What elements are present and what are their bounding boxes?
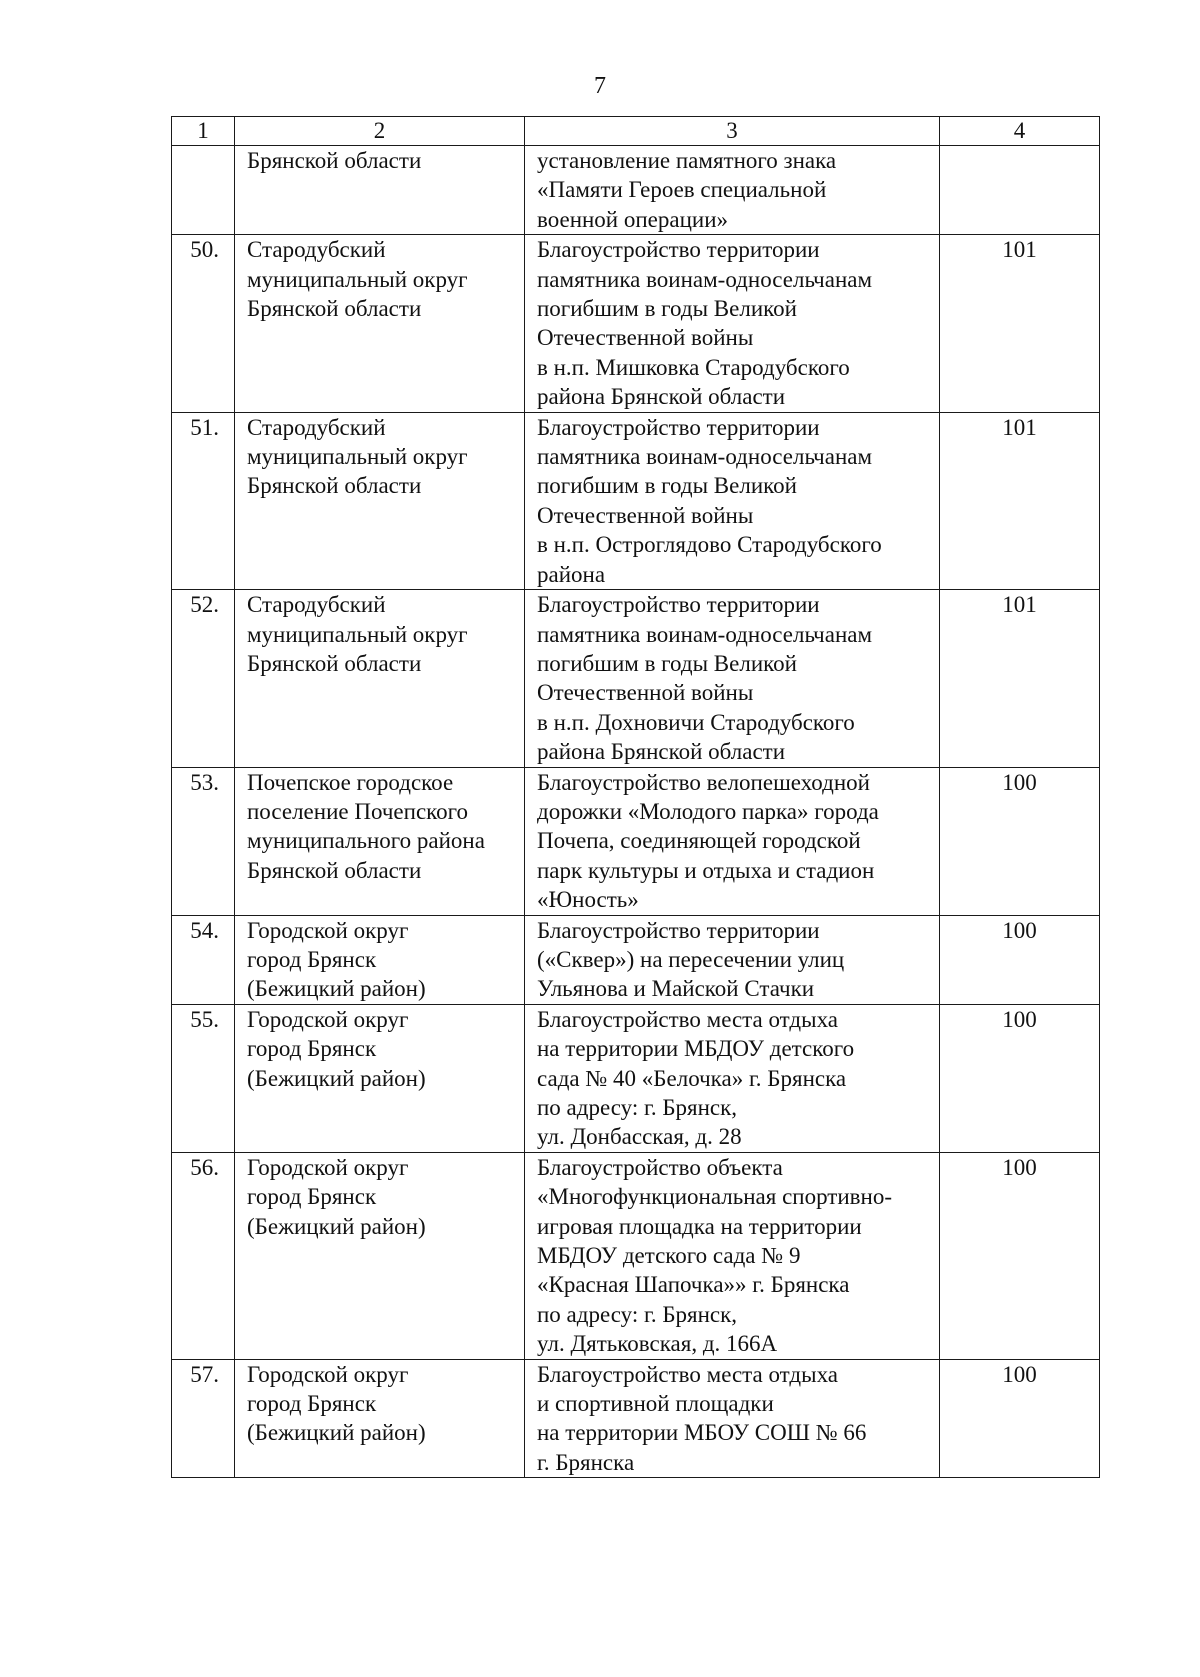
column-header: 1 — [172, 117, 235, 146]
municipality-line: Городской округ — [247, 917, 409, 943]
description-line: по адресу: г. Брянск, — [537, 1095, 738, 1120]
description-line: военной операции» — [537, 206, 729, 232]
column-header: 4 — [940, 117, 1100, 146]
description-line: дорожки «Молодого парка» города — [537, 798, 879, 824]
row-number — [172, 146, 235, 235]
municipality-cell — [235, 146, 525, 235]
description-cell — [525, 1004, 940, 1152]
description-line: на территории МБДОУ детского — [537, 1036, 855, 1062]
description-line: Отечественной войны — [537, 325, 754, 351]
page-number: 7 — [594, 73, 606, 99]
description-cell — [525, 1152, 940, 1359]
description-line: Благоустройство территории — [537, 592, 820, 618]
municipality-line: Городской округ — [247, 1006, 409, 1032]
row-number: 54. — [172, 915, 235, 1004]
description-cell — [525, 235, 940, 412]
municipality-line: (Бежицкий район) — [247, 1213, 426, 1239]
municipality-line: муниципальный округ — [247, 621, 468, 647]
description-line: погибшим в годы Великой — [537, 650, 797, 676]
table-row — [172, 235, 1100, 412]
description-line: памятника воинам-односельчанам — [537, 621, 873, 647]
description-cell — [525, 590, 940, 767]
table-row — [172, 767, 1100, 915]
description-line: сада № 40 «Белочка» г. Брянска — [537, 1065, 847, 1091]
municipality-line: город Брянск — [247, 1391, 377, 1417]
description-line: Благоустройство территории — [537, 917, 820, 943]
municipality-cell — [235, 590, 525, 767]
table-row — [172, 1152, 1100, 1359]
column-header: 3 — [525, 117, 940, 146]
municipality-line: муниципальный округ — [247, 266, 468, 292]
description-line: г. Брянска — [537, 1449, 635, 1475]
description-line: «Памяти Героев специальной — [537, 177, 827, 203]
municipality-line: муниципальный округ — [247, 444, 468, 470]
municipality-cell — [235, 1004, 525, 1152]
amount-cell: 101 — [940, 235, 1100, 412]
table-row — [172, 915, 1100, 1004]
description-line: Благоустройство велопешеходной — [537, 769, 870, 795]
row-number: 50. — [172, 235, 235, 412]
description-line: Почепа, соединяющей городской — [537, 828, 861, 854]
description-line: на территории МБОУ СОШ № 66 — [537, 1420, 867, 1446]
description-line: ул. Донбасская, д. 28 — [537, 1124, 742, 1150]
municipality-cell — [235, 915, 525, 1004]
municipality-line: поселение Почепского — [247, 798, 469, 824]
description-line: Благоустройство территории — [537, 237, 820, 263]
municipality-line: Брянской области — [247, 296, 422, 322]
municipality-line: (Бежицкий район) — [247, 1420, 426, 1446]
municipality-line: Городской округ — [247, 1361, 409, 1387]
description-line: МБДОУ детского сада № 9 — [537, 1243, 801, 1269]
municipality-cell — [235, 1359, 525, 1478]
description-line: и спортивной площадки — [537, 1391, 774, 1417]
description-line: в н.п. Дохновичи Стародубского — [537, 709, 855, 735]
municipality-line: Городской округ — [247, 1154, 409, 1180]
description-line: памятника воинам-односельчанам — [537, 444, 873, 470]
row-number: 56. — [172, 1152, 235, 1359]
description-line: памятника воинам-односельчанам — [537, 266, 873, 292]
column-header: 2 — [235, 117, 525, 146]
row-number: 53. — [172, 767, 235, 915]
projects-table — [171, 116, 1100, 1478]
row-number: 51. — [172, 412, 235, 589]
description-line: «Красная Шапочка»» г. Брянска — [537, 1272, 850, 1298]
table-header-row — [172, 117, 1100, 146]
row-number: 57. — [172, 1359, 235, 1478]
description-line: Благоустройство места отдыха — [537, 1006, 838, 1032]
description-line: погибшим в годы Великой — [537, 296, 797, 322]
amount-cell: 100 — [940, 915, 1100, 1004]
description-line: по адресу: г. Брянск, — [537, 1301, 738, 1327]
description-line: Благоустройство места отдыха — [537, 1361, 838, 1387]
description-line: «Юность» — [537, 887, 639, 913]
municipality-line: город Брянск — [247, 946, 377, 972]
municipality-line: Брянской области — [247, 473, 422, 499]
description-cell — [525, 915, 940, 1004]
description-line: в н.п. Остроглядово Стародубского — [537, 532, 882, 558]
description-line: района Брянской области — [537, 739, 786, 765]
description-line: Благоустройство объекта — [537, 1154, 783, 1180]
table-row — [172, 412, 1100, 589]
municipality-line: Стародубский — [247, 237, 386, 263]
description-line: Отечественной войны — [537, 680, 754, 706]
description-line: погибшим в годы Великой — [537, 473, 797, 499]
municipality-line: Брянской области — [247, 148, 422, 173]
amount-cell: 100 — [940, 1004, 1100, 1152]
municipality-line: Брянской области — [247, 857, 422, 883]
amount-cell: 100 — [940, 1359, 1100, 1478]
description-line: ул. Дятьковская, д. 166А — [537, 1331, 778, 1357]
municipality-line: город Брянск — [247, 1036, 377, 1062]
municipality-line: Почепское городское — [247, 769, 454, 795]
municipality-cell — [235, 235, 525, 412]
description-cell — [525, 146, 940, 235]
description-line: «Многофункциональная спортивно- — [537, 1184, 892, 1210]
amount-cell: 100 — [940, 767, 1100, 915]
table-row — [172, 146, 1100, 235]
municipality-line: муниципального района — [247, 828, 485, 854]
amount-cell: 101 — [940, 412, 1100, 589]
table-row — [172, 1359, 1100, 1478]
description-line: района Брянской области — [537, 384, 786, 410]
table-row — [172, 1004, 1100, 1152]
description-line: района — [537, 561, 606, 587]
municipality-cell — [235, 412, 525, 589]
municipality-line: Стародубский — [247, 592, 386, 618]
municipality-cell — [235, 767, 525, 915]
row-number: 55. — [172, 1004, 235, 1152]
description-line: Благоустройство территории — [537, 414, 820, 440]
municipality-line: (Бежицкий район) — [247, 1065, 426, 1091]
municipality-line: Брянской области — [247, 650, 422, 676]
description-cell — [525, 1359, 940, 1478]
municipality-line: Стародубский — [247, 414, 386, 440]
description-cell — [525, 412, 940, 589]
municipality-line: город Брянск — [247, 1184, 377, 1210]
description-line: («Сквер») на пересечении улиц — [537, 946, 845, 972]
description-line: установление памятного знака — [537, 148, 837, 173]
description-line: в н.п. Мишковка Стародубского — [537, 354, 850, 380]
description-cell — [525, 767, 940, 915]
row-number: 52. — [172, 590, 235, 767]
municipality-cell — [235, 1152, 525, 1359]
amount-cell: 101 — [940, 590, 1100, 767]
municipality-line: (Бежицкий район) — [247, 976, 426, 1002]
description-line: парк культуры и отдыха и стадион — [537, 857, 875, 883]
description-line: игровая площадка на территории — [537, 1213, 862, 1239]
amount-cell: 100 — [940, 1152, 1100, 1359]
table-row — [172, 590, 1100, 767]
description-line: Ульянова и Майской Стачки — [537, 976, 815, 1002]
description-line: Отечественной войны — [537, 502, 754, 528]
amount-cell — [940, 146, 1100, 235]
